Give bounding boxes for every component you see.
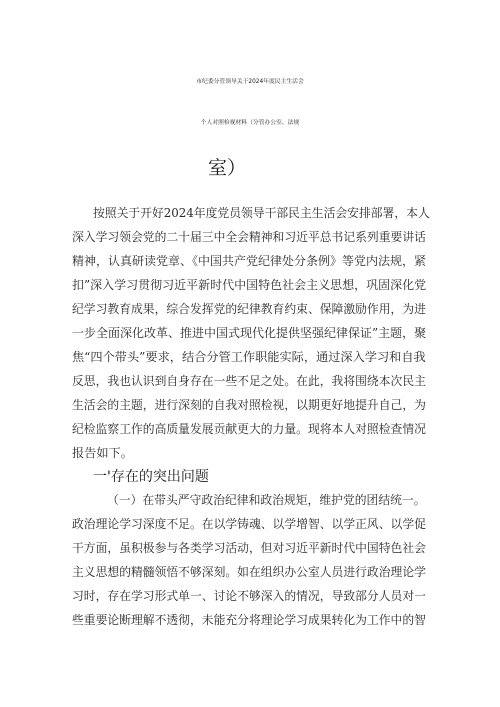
section-line: 政治理论学习深度不足。在以学铸魂、以学增智、以学正风、以学促: [72, 517, 426, 531]
document-title-line-2: 个人对照检视材料（分管办公室、法规: [200, 120, 300, 126]
intro-line: 扣”深入学习贯彻习近平新时代中国特色社会主义思想，巩固深化党: [72, 278, 427, 292]
intro-line: 精神，认真研读党章、《中国共产党纪律处分条例》等党内法规，紧: [72, 254, 427, 268]
section-line: 些重要论断理解不透彻，未能充分将理论学习成果转化为工作中的智: [72, 613, 426, 627]
document-title-line-1: 市纪委分管领导关于2024年度民主生活会: [196, 79, 304, 85]
section-line: 干方面，虽积极参与各类学习活动，但对习近平新时代中国特色社会: [72, 541, 426, 555]
intro-line: 纪检监察工作的高质量发展贡献更大的力量。现将本人对照检查情况: [72, 422, 426, 436]
intro-line: 生活会的主题，进行深刻的自我对照检视，以期更好地提升自己，为: [72, 398, 426, 412]
intro-line: 焦“四个带头”要求，结合分管工作职能实际，通过深入学习和自我: [72, 350, 426, 364]
section-heading: 一'存在的突出问题: [93, 469, 209, 485]
intro-line: 纪学习教育成果，综合发挥党的纪律教育约束、保障激励作用，为进: [72, 302, 426, 316]
intro-line: 深入学习领会党的二十届三中全会精神和习近平总书记系列重要讲话: [72, 230, 426, 244]
section-line: （一）在带头严守政治纪律和政治规矩，维护党的团结统一。: [107, 493, 426, 507]
section-line: 习时，存在学习形式单一、讨论不够深入的情况，导致部分人员对一: [72, 589, 426, 603]
intro-line: 按照关于开好2024年度党员领导干部民主生活会安排部署，本人: [93, 206, 430, 220]
section-line: 主义思想的精髓领悟不够深刻。如在组织办公室人员进行政治理论学: [72, 565, 426, 579]
document-title-line-3: 室）: [208, 157, 247, 179]
intro-line: 反思，我也认识到自身存在一些不足之处。在此，我将围绕本次民主: [72, 374, 426, 388]
intro-line: 一步全面深化改革、推进中国式现代化提供坚强纪律保证”主题，聚: [72, 326, 427, 340]
intro-line: 报告如下。: [72, 446, 133, 460]
